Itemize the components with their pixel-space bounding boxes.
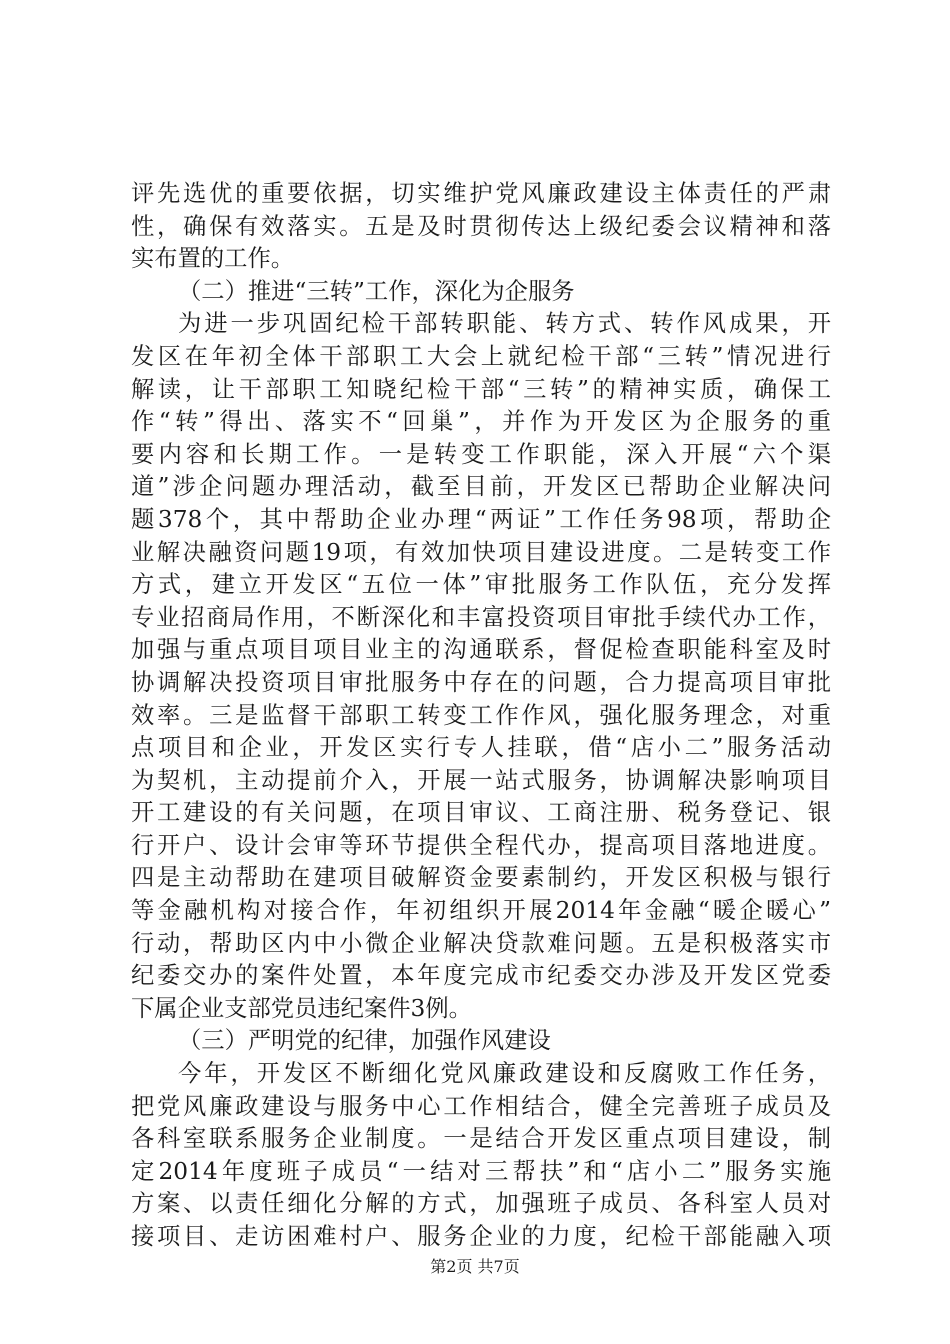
section-heading: （二）推进“三转”工作，深化为企服务 [178, 277, 575, 305]
text-line: 开工建设的有关问题，在项目审议、工商注册、税务登记、银 [131, 799, 831, 827]
text-line: 要内容和长期工作。一是转变工作职能，深入开展“六个渠 [131, 440, 831, 468]
text-line: 题378个，其中帮助企业办理“两证”工作任务98项，帮助企 [131, 505, 831, 533]
text-line: 方式，建立开发区“五位一体”审批服务工作队伍，充分发挥 [131, 571, 831, 599]
text-line: 定2014年度班子成员“一结对三帮扶”和“店小二”服务实施 [131, 1157, 831, 1185]
text-line: 为进一步巩固纪检干部转职能、转方式、转作风成果，开 [178, 310, 831, 338]
text-line: 下属企业支部党员违纪案件3例。 [131, 994, 472, 1022]
text-line: 等金融机构对接合作，年初组织开展2014年金融“暖企暖心” [131, 897, 831, 925]
text-line: 道”涉企问题办理活动，截至目前，开发区已帮助企业解决问 [131, 473, 831, 501]
text-line: 效率。三是监督干部职工转变工作作风，强化服务理念，对重 [131, 701, 831, 729]
text-line: 行动，帮助区内中小微企业解决贷款难问题。五是积极落实市 [131, 929, 831, 957]
text-line: 发区在年初全体干部职工大会上就纪检干部“三转”情况进行 [131, 342, 831, 370]
text-line: 今年，开发区不断细化党风廉政建设和反腐败工作任务， [178, 1060, 831, 1088]
text-line: 各科室联系服务企业制度。一是结合开发区重点项目建设，制 [131, 1125, 831, 1153]
text-line: 实布置的工作。 [131, 245, 295, 273]
document-body [131, 178, 831, 1254]
text-line: 加强与重点项目项目业主的沟通联系，督促检查职能科室及时 [131, 636, 831, 664]
text-line: 性，确保有效落实。五是及时贯彻传达上级纪委会议精神和落 [131, 212, 831, 240]
text-line: 为契机，主动提前介入，开展一站式服务，协调解决影响项目 [131, 766, 831, 794]
text-line: 解读，让干部职工知晓纪检干部“三转”的精神实质，确保工 [131, 375, 831, 403]
text-line: 纪委交办的案件处置，本年度完成市纪委交办涉及开发区党委 [131, 962, 831, 990]
text-line: 业解决融资问题19项，有效加快项目建设进度。二是转变工作 [131, 538, 831, 566]
text-line: 方案、以责任细化分解的方式，加强班子成员、各科室人员对 [131, 1190, 831, 1218]
text-line: 协调解决投资项目审批服务中存在的问题，合力提高项目审批 [131, 668, 831, 696]
section-heading: （三）严明党的纪律，加强作风建设 [178, 1027, 551, 1055]
text-line: 点项目和企业，开发区实行专人挂联，借“店小二”服务活动 [131, 734, 831, 762]
page-footer: 第2页 共7页 [430, 1257, 520, 1276]
text-line: 评先选优的重要依据，切实维护党风廉政建设主体责任的严肃 [131, 180, 831, 207]
text-line: 行开户、设计会审等环节提供全程代办，提高项目落地进度。 [131, 831, 831, 859]
text-line: 作“转”得出、落实不“回巢”，并作为开发区为企服务的重 [131, 408, 831, 436]
text-line: 专业招商局作用，不断深化和丰富投资项目审批手续代办工作， [131, 603, 831, 631]
text-line: 接项目、走访困难村户、服务企业的力度，纪检干部能融入项 [131, 1223, 831, 1250]
text-line: 把党风廉政建设与服务中心工作相结合，健全完善班子成员及 [131, 1092, 831, 1120]
text-line: 四是主动帮助在建项目破解资金要素制约，开发区积极与银行 [131, 864, 831, 892]
